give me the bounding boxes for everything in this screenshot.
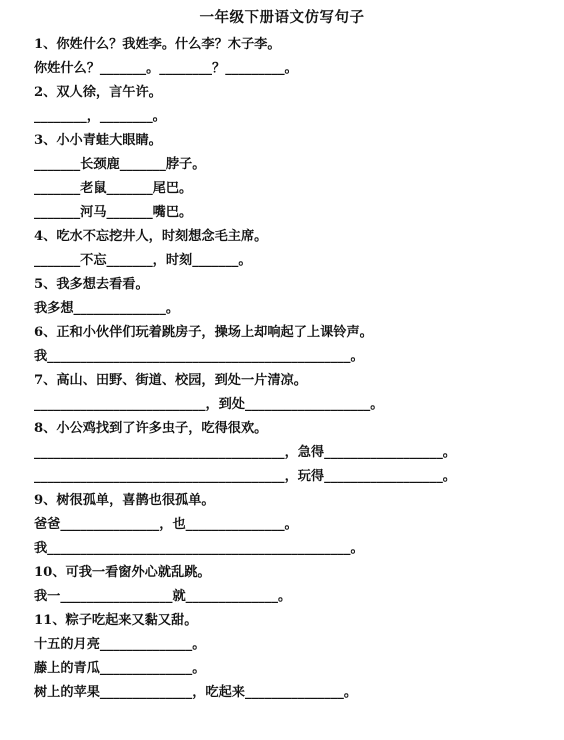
- worksheet-title: 一年级下册语文仿写句子: [199, 9, 365, 26]
- q9-answer-2: 我______________________________________________。: [34, 541, 364, 556]
- q8-answer-1: ______________________________________，急得__________________。: [34, 445, 456, 460]
- q2-answer: ________，________。: [34, 109, 166, 124]
- q1-answer: 你姓什么？_______。________？_________。: [34, 61, 298, 76]
- q3-prompt: 3、小小青蛙大眼睛。: [34, 133, 162, 148]
- q10-answer: 我一_________________就______________。: [34, 589, 292, 604]
- q6-answer: 我______________________________________________。: [34, 349, 364, 364]
- q7-prompt: 7、高山、田野、街道、校园，到处一片清凉。: [34, 373, 307, 388]
- q3-answer-2: _______老鼠_______尾巴。: [34, 181, 193, 196]
- q4-answer: _______不忘_______，时刻_______。: [34, 253, 252, 268]
- q9-prompt: 9、树很孤单，喜鹊也很孤单。: [34, 493, 215, 508]
- q4-prompt: 4、吃水不忘挖井人，时刻想念毛主席。: [34, 229, 268, 244]
- q11-answer-1: 十五的月亮______________。: [34, 637, 206, 652]
- q3-answer-1: _______长颈鹿_______脖子。: [34, 157, 206, 172]
- q11-prompt: 11、粽子吃起来又黏又甜。: [34, 613, 198, 628]
- q7-answer: __________________________，到处___________________。: [34, 397, 384, 412]
- q8-prompt: 8、小公鸡找到了许多虫子，吃得很欢。: [34, 421, 268, 436]
- q9-answer-1: 爸爸_______________，也_______________。: [34, 517, 298, 532]
- q11-answer-3: 树上的苹果______________，吃起来_______________。: [34, 685, 358, 700]
- q3-answer-3: _______河马_______嘴巴。: [34, 205, 193, 220]
- q8-answer-2: ______________________________________，玩得__________________。: [34, 469, 456, 484]
- q11-answer-2: 藤上的青瓜______________。: [34, 661, 206, 676]
- q2-prompt: 2、双人徐，言午许。: [34, 85, 162, 100]
- q5-prompt: 5、我多想去看看。: [34, 277, 149, 292]
- q6-prompt: 6、正和小伙伴们玩着跳房子，操场上却响起了上课铃声。: [34, 325, 373, 340]
- q5-answer: 我多想______________。: [34, 301, 180, 316]
- q1-prompt: 1、你姓什么？我姓李。什么李？木子李。: [34, 37, 281, 52]
- q10-prompt: 10、可我一看窗外心就乱跳。: [34, 565, 211, 580]
